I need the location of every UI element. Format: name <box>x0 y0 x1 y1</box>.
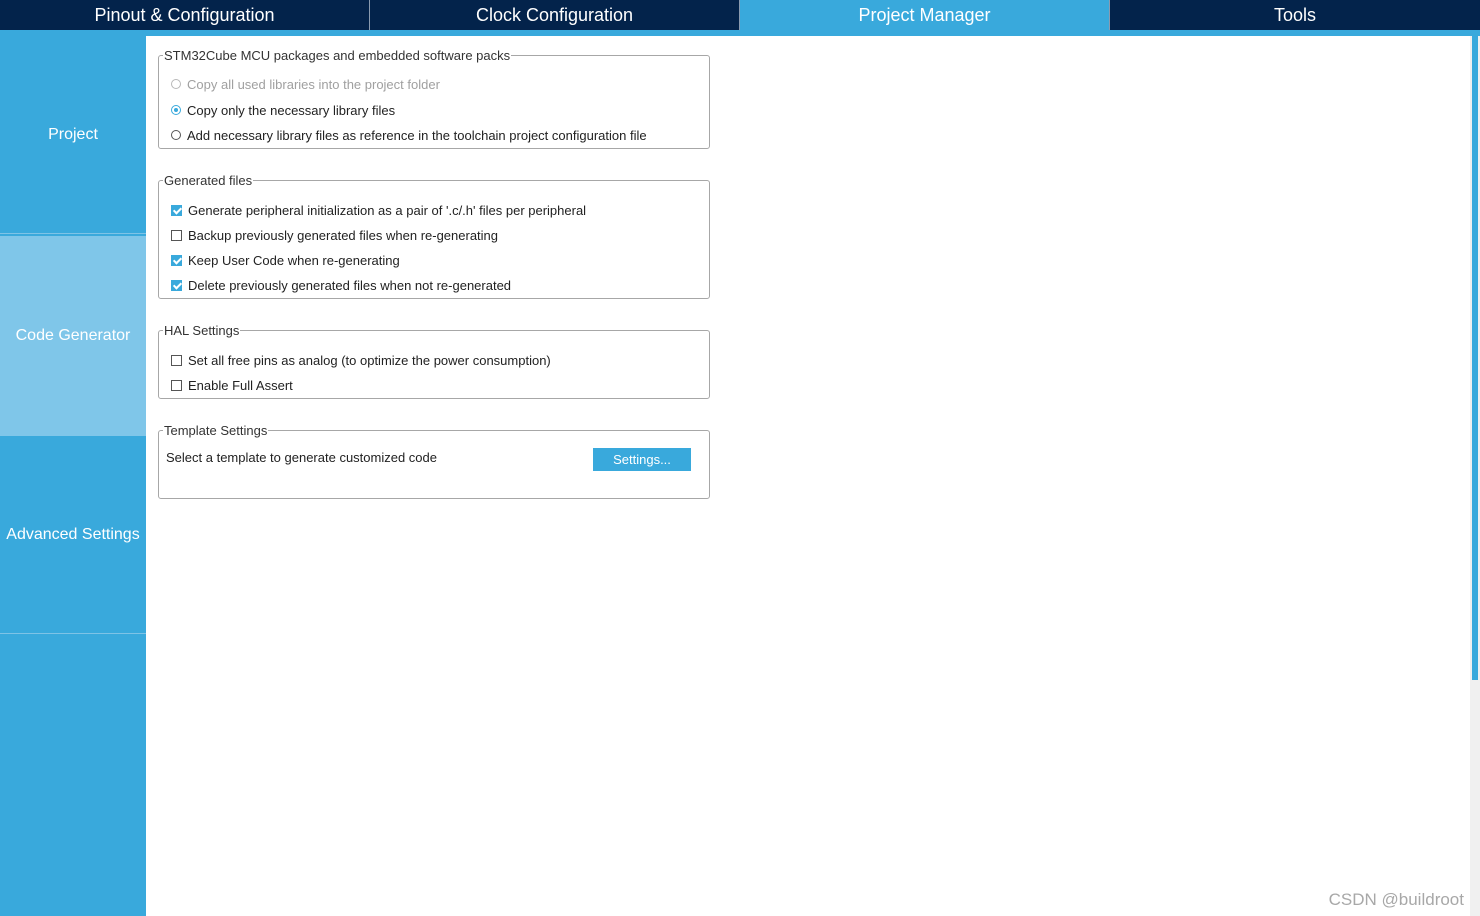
option-label: Set all free pins as analog (to optimize the power consumption) <box>188 352 551 368</box>
sidebar-item-project[interactable] <box>0 36 146 234</box>
sidebar-item-label: Project <box>48 125 98 143</box>
checkbox-indicator <box>171 205 182 216</box>
tab-project-manager[interactable]: Project Manager <box>740 0 1110 30</box>
packages-legend: STM32Cube MCU packages and embedded software packs <box>164 48 511 63</box>
option-label: Delete previously generated files when not re-generated <box>188 277 512 293</box>
backup-generated-files-checkbox[interactable] <box>171 226 498 244</box>
option-label: Copy only the necessary library files <box>187 102 396 118</box>
sidebar-item-label: Code Generator <box>15 327 131 344</box>
copy-necessary-files-radio[interactable] <box>171 101 395 119</box>
option-label: Generate peripheral initialization as a pair of '.c/.h' files per peripheral <box>188 202 587 218</box>
delete-generated-files-checkbox[interactable] <box>171 276 511 294</box>
generated-files-legend: Generated files <box>164 173 253 188</box>
option-label: Backup previously generated files when re-generating <box>188 227 499 243</box>
option-label: Add necessary library files as reference in the toolchain project configuration file <box>187 127 647 143</box>
sidebar-item-advanced-settings[interactable] <box>0 436 146 634</box>
sidebar <box>0 36 146 916</box>
checkbox-indicator <box>171 280 182 291</box>
sidebar-item-code-generator[interactable] <box>0 236 146 436</box>
top-tab-bar <box>0 0 1480 30</box>
free-pins-analog-checkbox[interactable] <box>171 351 551 369</box>
checkbox-indicator <box>171 255 182 266</box>
radio-indicator <box>171 130 181 140</box>
copy-all-libraries-radio[interactable] <box>171 75 440 93</box>
enable-full-assert-checkbox[interactable] <box>171 376 293 394</box>
checkbox-indicator <box>171 380 182 391</box>
tab-tools[interactable]: Tools <box>1273 5 1317 25</box>
sidebar-item-label: Advanced Settings <box>6 525 140 543</box>
hal-settings-group <box>158 323 710 399</box>
generated-files-group <box>158 173 710 299</box>
add-as-reference-radio[interactable] <box>171 126 647 144</box>
tab-pinout-configuration[interactable]: Pinout & Configuration <box>0 0 370 30</box>
hal-settings-legend: HAL Settings <box>164 323 240 338</box>
template-description: Select a template to generate customized code <box>166 450 437 465</box>
option-label: Keep User Code when re-generating <box>188 252 400 268</box>
template-settings-legend: Template Settings <box>164 423 268 438</box>
keep-user-code-checkbox[interactable] <box>171 251 400 269</box>
option-label: Enable Full Assert <box>188 377 293 393</box>
radio-indicator <box>171 105 181 115</box>
vertical-scrollbar[interactable] <box>1470 36 1480 916</box>
tab-clock-configuration[interactable]: Clock Configuration <box>370 0 740 30</box>
template-settings-group <box>158 423 710 499</box>
checkbox-indicator <box>171 230 182 241</box>
template-settings-button[interactable]: Settings... <box>593 448 691 471</box>
radio-indicator <box>171 79 181 89</box>
generate-peripheral-pair-checkbox[interactable] <box>171 201 586 219</box>
option-label: Copy all used libraries into the project folder <box>187 76 440 92</box>
watermark: CSDN @buildroot <box>1328 890 1464 909</box>
code-generator-panel <box>146 36 1470 916</box>
checkbox-indicator <box>171 355 182 366</box>
scrollbar-thumb[interactable] <box>1472 36 1478 680</box>
packages-group <box>158 48 710 149</box>
